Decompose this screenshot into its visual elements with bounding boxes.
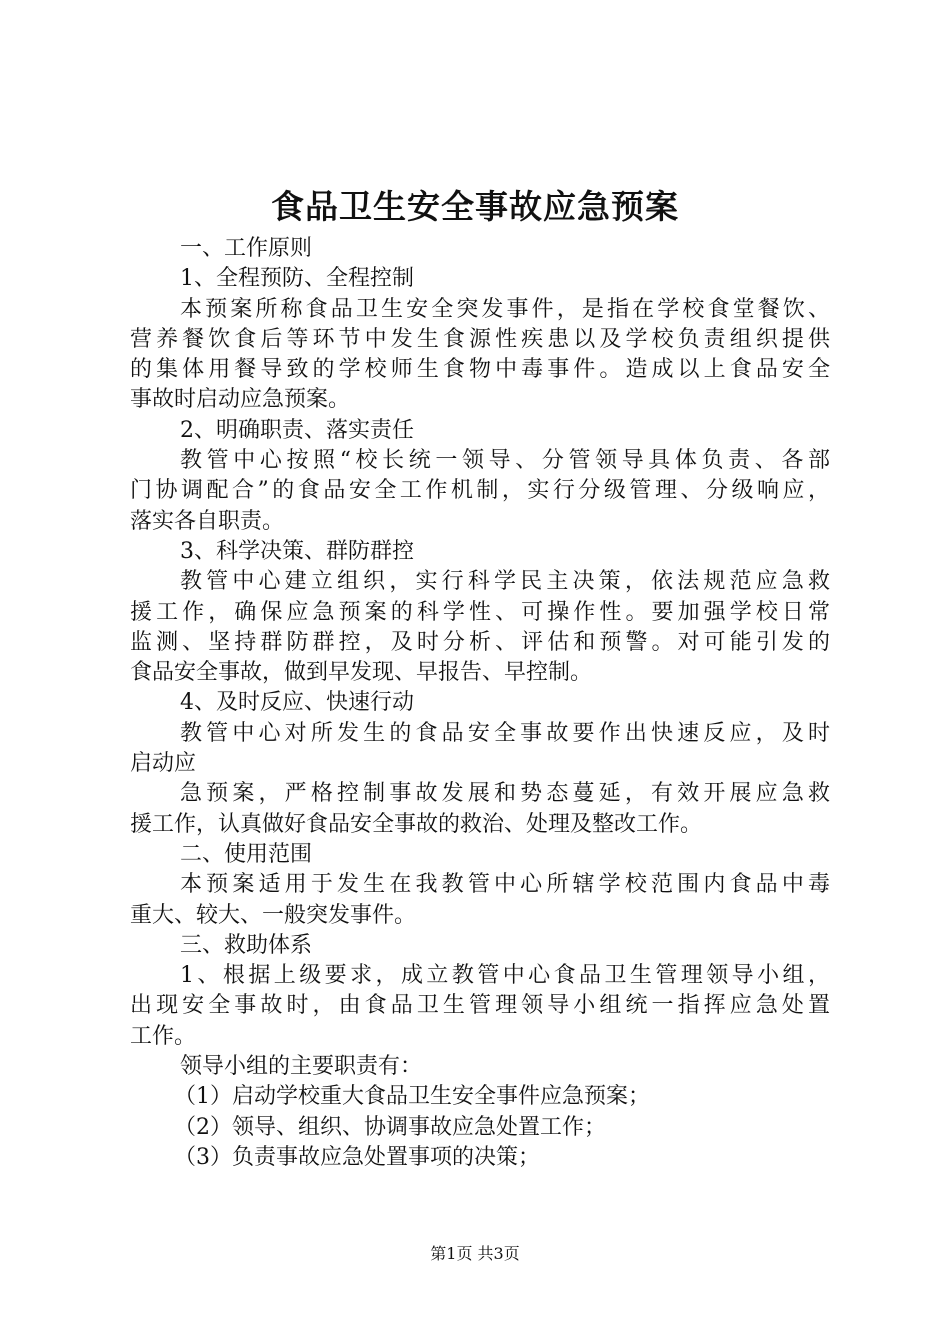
paragraph-line: 教管中心按照“校长统一领导、分管领导具体负责、各部 [180,448,830,474]
list-item: （2）领导、组织、协调事故应急处置工作； [174,1114,606,1140]
paragraph-line: 教管中心建立组织，实行科学民主决策，依法规范应急救 [180,569,830,595]
section-heading: 二、使用范围 [180,841,313,867]
section-heading: 一、工作原则 [180,236,313,261]
paragraph-line: 食品安全事故，做到早发现、早报告、早控制。 [130,660,593,686]
paragraph-line: 门协调配合”的食品安全工作机制，实行分级管理、分级响应， [130,478,830,504]
paragraph-line: 启动应 [130,751,197,777]
list-item: （3）负责事故应急处置事项的决策； [174,1144,540,1170]
document-body [130,234,830,1173]
paragraph-line: 援工作，确保应急预案的科学性、可操作性。要加强学校日常 [130,599,830,625]
page-footer: 第1页 共3页 [430,1244,520,1263]
paragraph-line: 落实各自职责。 [130,508,285,534]
paragraph-line: 工作。 [130,1023,197,1049]
subsection-heading: 1、全程预防、全程控制 [180,266,414,292]
paragraph-line: 监测、坚持群防群控，及时分析、评估和预警。对可能引发的 [130,629,830,655]
subsection-heading: 3、科学决策、群防群控 [180,538,414,564]
subsection-heading: 2、明确职责、落实责任 [180,417,414,443]
paragraph-line: 急预案，严格控制事故发展和势态蔓延，有效开展应急救 [180,781,830,807]
paragraph-line: 援工作，认真做好食品安全事故的救治、处理及整改工作。 [130,811,703,837]
paragraph-line: 1、根据上级要求，成立教管中心食品卫生管理领导小组， [180,963,830,989]
paragraph-line: 本预案所称食品卫生安全突发事件，是指在学校食堂餐饮、 [180,296,830,322]
paragraph-line: 领导小组的主要职责有： [180,1054,423,1080]
paragraph-line: 本预案适用于发生在我教管中心所辖学校范围内食品中毒 [180,872,830,898]
paragraph-line: 事故时启动应急预案。 [130,387,351,413]
paragraph-line: 出现安全事故时，由食品卫生管理领导小组统一指挥应急处置 [130,993,830,1019]
list-item: （1）启动学校重大食品卫生安全事件应急预案； [174,1084,650,1110]
paragraph-line: 营养餐饮食后等环节中发生食源性疾患以及学校负责组织提供 [130,326,830,352]
paragraph-line: 重大、较大、一般突发事件。 [130,902,417,928]
section-heading: 三、救助体系 [180,932,313,958]
subsection-heading: 4、及时反应、快速行动 [180,690,414,716]
paragraph-line: 的集体用餐导致的学校师生食物中毒事件。造成以上食品安全 [130,357,830,383]
paragraph-line: 教管中心对所发生的食品安全事故要作出快速反应，及时 [180,720,830,746]
document-title: 食品卫生安全事故应急预案 [271,187,679,226]
